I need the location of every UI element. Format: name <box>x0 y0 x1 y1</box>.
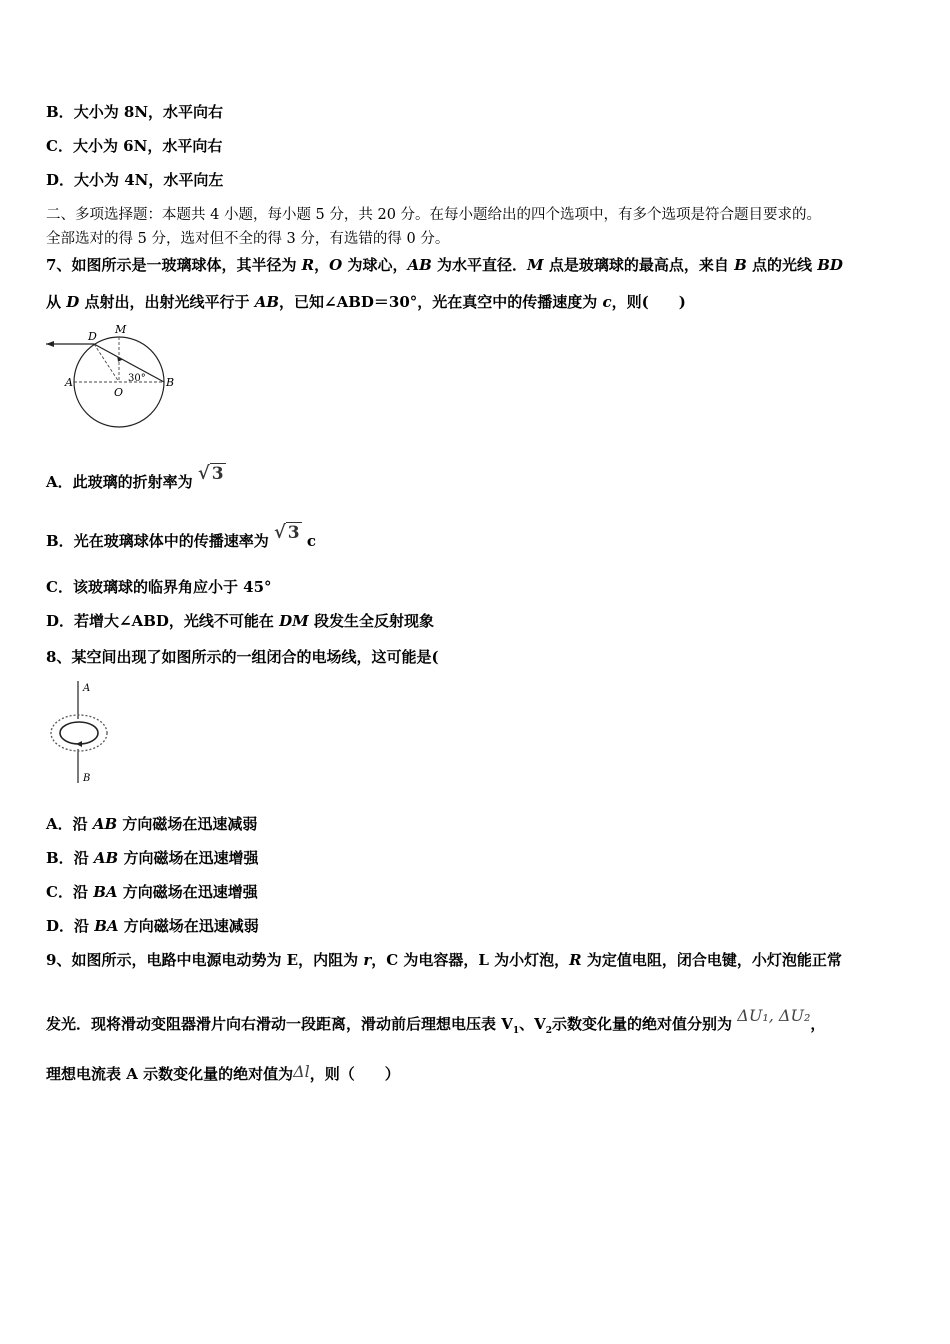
radical-icon: √ <box>273 522 286 543</box>
text-span: 方向磁场在迅速减弱 <box>117 815 258 833</box>
text-span: DM <box>279 612 309 630</box>
text-span: 沿 <box>72 883 94 901</box>
option-letter: D． <box>46 612 75 630</box>
stem-text: 某空间出现了如图所示的一组闭合的电场线，这可能是( <box>71 648 439 666</box>
q7-option-b <box>46 522 316 553</box>
q8-option-b <box>46 848 258 868</box>
text-span: AB <box>92 815 118 833</box>
text-span: 如图所示是一玻璃球体，其半径为 <box>71 256 302 274</box>
text-span: ，已知∠ABD＝30°，光在真空中的传播速度为 <box>279 293 603 311</box>
text-span: 沿 <box>74 917 95 935</box>
text-span: ，则( ) <box>611 293 686 311</box>
option-letter: C． <box>46 883 73 901</box>
section2-line2: 全部选对的得 5 分，选对但不全的得 3 分，有选错的得 0 分。 <box>46 231 450 247</box>
text-span: AB <box>407 256 432 274</box>
section2-line1: 二、多项选择题：本题共 4 小题，每小题 5 分，共 20 分。在每小题给出的四个选项中，有多个选项是符合题目要求的。 <box>46 207 822 223</box>
subscript: 1 <box>512 1026 520 1036</box>
text-span: B <box>734 256 747 274</box>
q8-stem <box>46 647 439 667</box>
text-span: 、V <box>519 1015 546 1033</box>
option-text: 光在玻璃球体中的传播速率为 <box>73 532 269 550</box>
option-letter: B． <box>46 103 74 121</box>
text-span: 如图所示，电路中电源电动势为 E，内阻为 <box>71 951 364 969</box>
option-letter: A． <box>46 815 73 833</box>
label-a: A <box>65 376 73 389</box>
option-letter: B． <box>46 532 74 550</box>
label-angle: 30° <box>128 373 146 384</box>
q7-glass-sphere-figure <box>42 320 187 432</box>
option-letter: B． <box>46 849 74 867</box>
q6-option-d <box>46 170 223 190</box>
text-span: BD <box>817 256 843 274</box>
label-a: A <box>83 683 91 694</box>
text-span: 理想电流表 A 示数变化量的绝对值为 <box>46 1065 294 1083</box>
field-arrow-icon <box>76 741 82 747</box>
text-span: R <box>301 256 315 274</box>
text-span: 为水平直径． <box>431 256 528 274</box>
q9-stem-line2 <box>46 1006 826 1043</box>
text-span: 方向磁场在迅速减弱 <box>118 917 259 935</box>
text-span: ， <box>810 1015 826 1033</box>
q9-stem-line1 <box>46 950 842 970</box>
option-text: 大小为 6N，水平向右 <box>72 137 223 155</box>
text-span: r <box>363 951 372 969</box>
question-number: 8、 <box>46 648 72 666</box>
delta-i-expression: Δl <box>293 1062 310 1081</box>
q8-option-d <box>46 916 259 936</box>
text-span: 点的光线 <box>746 256 818 274</box>
text-span: 方向磁场在迅速增强 <box>117 883 258 901</box>
option-text: 大小为 4N，水平向左 <box>74 171 224 189</box>
option-letter: C． <box>46 137 73 155</box>
text-span: R <box>569 951 582 969</box>
subscript: 2 <box>545 1026 553 1036</box>
radical-icon: √ <box>197 463 210 484</box>
text-span: 点射出，出射光线平行于 <box>79 293 255 311</box>
option-letter: A． <box>46 473 73 491</box>
text-span: AB <box>254 293 280 311</box>
option-letter: C． <box>46 578 73 596</box>
text-span: 段发生全反射现象 <box>308 612 434 630</box>
label-m: M <box>115 323 127 336</box>
text-span: 若增大∠ABD，光线不可能在 <box>74 612 280 630</box>
text-span: 示数变化量的绝对值分别为 <box>552 1015 733 1033</box>
text-span: ，则（ ） <box>309 1065 400 1083</box>
text-span: ，C 为电容器，L 为小灯泡， <box>371 951 570 969</box>
text-span: BA <box>93 883 118 901</box>
q7-stem-line1 <box>46 255 843 275</box>
inner-field-line <box>60 722 98 744</box>
option-text: 该玻璃球的临界角应小于 45° <box>72 578 272 596</box>
q6-option-c <box>46 136 222 156</box>
delta-u-expression: ΔU₁, ΔU₂ <box>737 1006 811 1025</box>
option-suffix: c <box>301 532 316 550</box>
text-span: c <box>602 293 612 311</box>
option-letter: D． <box>46 917 75 935</box>
q6-option-b <box>46 102 223 122</box>
question-number: 7、 <box>46 256 72 274</box>
text-span: 点是玻璃球的最高点，来自 <box>543 256 735 274</box>
text-span: 为定值电阻，闭合电键，小灯泡能正常 <box>581 951 842 969</box>
text-span: 沿 <box>72 815 93 833</box>
text-span: O <box>329 256 343 274</box>
text-span: 发光．现将滑动变阻器滑片向右滑动一段距离，滑动前后理想电压表 V <box>46 1015 513 1033</box>
label-b: B <box>83 773 91 784</box>
text-span: 为球心， <box>342 256 408 274</box>
radicand: 3 <box>211 464 224 484</box>
label-b: B <box>166 376 175 389</box>
q7-option-d <box>46 611 434 631</box>
q8-field-lines-figure <box>46 677 116 787</box>
option-text: 大小为 8N，水平向右 <box>73 103 224 121</box>
text-span: M <box>527 256 544 274</box>
option-text: 此玻璃的折射率为 <box>72 473 193 491</box>
text-span: 方向磁场在迅速增强 <box>118 849 259 867</box>
question-number: 9、 <box>46 951 72 969</box>
text-span: BA <box>94 917 119 935</box>
text-span: 从 <box>46 293 67 311</box>
label-o: O <box>114 386 124 399</box>
text-span: D <box>66 293 80 311</box>
label-d: D <box>88 330 97 343</box>
arrow-icon <box>46 341 54 347</box>
text-span: 沿 <box>73 849 94 867</box>
radius-od <box>94 344 119 382</box>
q8-option-c <box>46 882 258 902</box>
q7-stem-line2 <box>46 292 686 312</box>
q9-stem-line3 <box>46 1062 400 1086</box>
sqrt-expression <box>274 521 302 545</box>
q8-option-a <box>46 814 257 834</box>
option-letter: D． <box>46 171 75 189</box>
text-span: AB <box>93 849 119 867</box>
q7-option-c <box>46 577 272 597</box>
radicand: 3 <box>287 523 300 543</box>
q7-option-a <box>46 463 226 494</box>
text-span: ， <box>314 256 330 274</box>
sqrt-expression <box>198 462 226 486</box>
